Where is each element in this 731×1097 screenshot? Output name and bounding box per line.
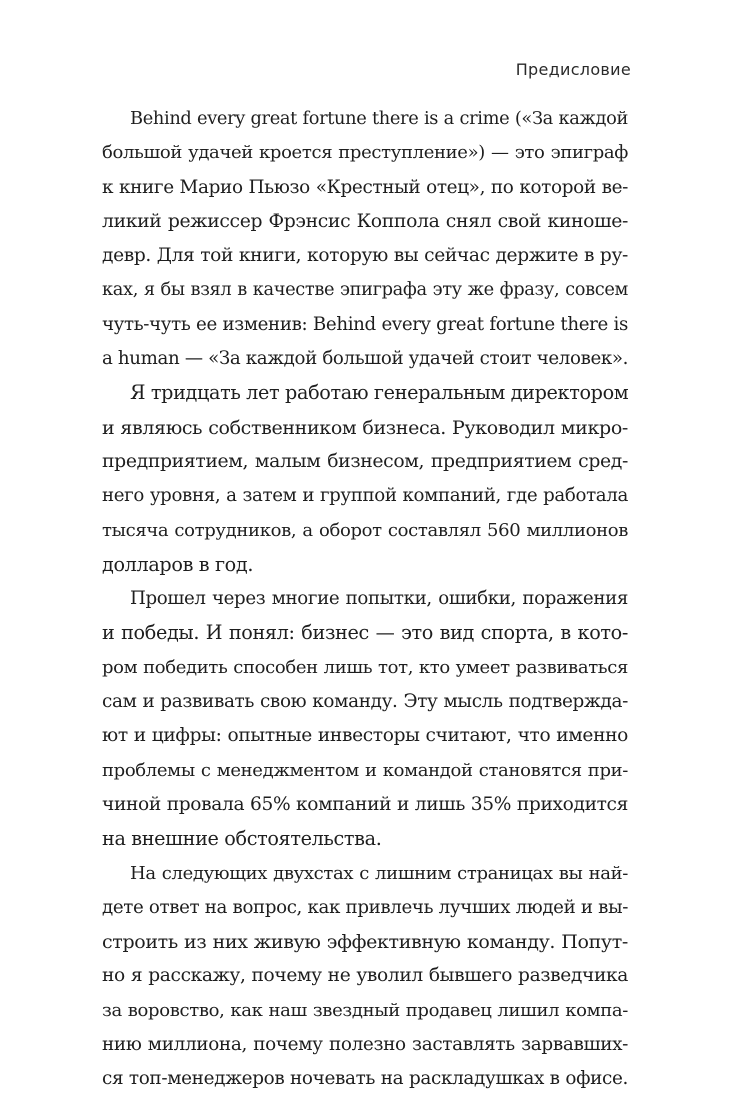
text-line: к книге Марио Пьюзо «Крестный отец», по которой ве- [102,176,628,198]
text-line: чуть-чуть ее изменив: Behind every great fortune there is [102,313,628,335]
text-line: ют и цифры: опытные инвесторы считают, что именно [102,725,628,747]
text-line: На следующих двухстах с лишним страницах вы най- [130,862,628,884]
paragraph-2 [102,376,628,582]
text-line: a human — «За каждой большой удачей стоит человек». [102,348,629,370]
text-line: строить из них живую эффективную команду. Попут- [102,931,628,954]
paragraph-1 [102,102,628,376]
text-line: долларов в год. [102,552,254,576]
text-line: ром победить способен лишь тот, кто умеет развиваться [102,656,628,678]
text-line: Behind every great fortune there is a crime («За каждой [130,108,628,129]
text-line: проблемы с менеджментом и командой становятся при- [102,759,628,781]
text-line: и победы. И понял: бизнес — это вид спорта, в кото- [102,621,628,645]
text-line: него уровня, а затем и группой компаний, где работала [102,485,628,507]
body-text [102,102,628,1097]
text-line: девр. Для той книги, которую вы сейчас держите в ру- [102,245,628,267]
paragraph-3 [102,582,628,856]
paragraph-4 [102,857,628,1097]
text-line: чиной провала 65% компаний и лишь 35% приходится [102,793,628,815]
text-line: нию миллиона, почему полезно заставлять зарвавших- [102,1034,628,1056]
text-line: сам и развивать свою команду. Эту мысль подтвержда- [102,691,628,713]
text-line: дете ответ на вопрос, как привлечь лучших людей и вы- [102,896,628,918]
text-line: но я расскажу, почему не уволил бывшего разведчика [102,965,628,987]
text-line: ках, я бы взял в качестве эпиграфа эту же фразу, совсем [102,279,628,301]
text-line: и являюсь собственником бизнеса. Руководил микро- [102,416,628,439]
text-line: ся топ-менеджеров ночевать на раскладушках в офисе. [102,1068,628,1090]
running-title: Предисловие [515,60,631,79]
text-line: Прошел через многие попытки, ошибки, поражения [130,588,628,610]
text-line: предприятием, малым бизнесом, предприятием сред- [102,450,628,472]
text-line: большой удачей кроется преступление») — это эпиграф [102,142,628,164]
text-line: ликий режиссер Фрэнсис Коппола снял свой киноше- [102,210,628,232]
text-line: тысяча сотрудников, а оборот составлял 560 миллионов [102,519,628,541]
text-line: на внешние обстоятельства. [102,827,382,851]
text-line: Я тридцать лет работаю генеральным директором [130,381,629,405]
text-line: за воровство, как наш звездный продавец лишил компа- [102,999,628,1021]
